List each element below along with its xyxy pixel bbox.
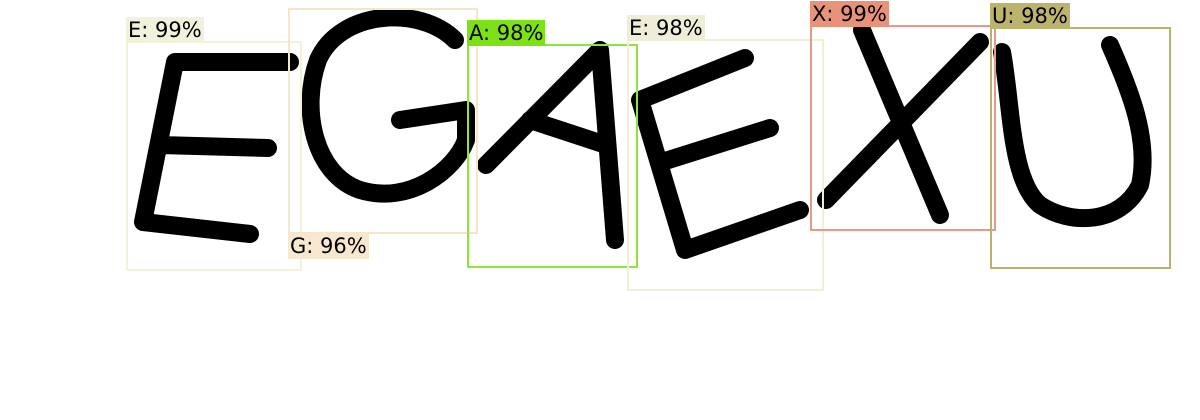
detection-box-g — [288, 8, 478, 234]
detection-label-u: U: 98% — [992, 4, 1068, 28]
detection-label-e-2: E: 98% — [629, 16, 703, 40]
detection-label-e-1: E: 99% — [128, 18, 202, 42]
detection-label-a: A: 98% — [469, 21, 544, 45]
detection-box-e-1 — [126, 41, 302, 271]
detection-label-x: X: 99% — [812, 2, 887, 26]
detection-box-a — [467, 44, 638, 268]
detection-box-x — [810, 25, 996, 231]
detection-box-e-2 — [627, 39, 824, 291]
detection-label-g: G: 96% — [290, 234, 367, 258]
detection-box-u — [990, 27, 1171, 269]
